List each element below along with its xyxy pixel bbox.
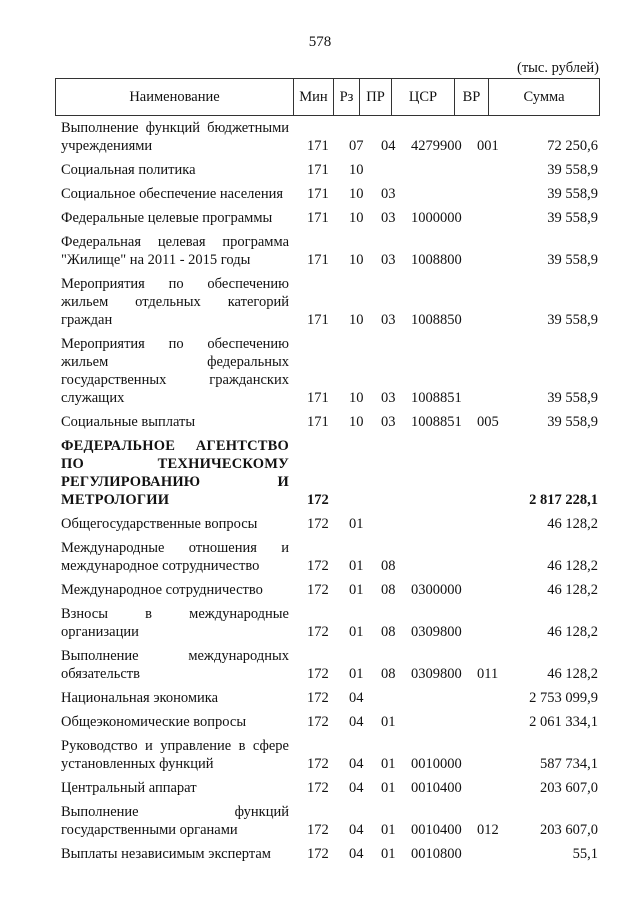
row-rz: 04 <box>349 846 364 862</box>
row-sum: 39 558,9 <box>547 210 598 226</box>
row-pr: 08 <box>381 624 396 640</box>
row-name: Международное сотрудничество <box>61 582 263 598</box>
row-sum: 46 128,2 <box>547 582 598 598</box>
row-rz: 10 <box>349 312 364 328</box>
row-rz: 10 <box>349 162 364 178</box>
table-row <box>55 713 600 731</box>
row-rz: 04 <box>349 822 364 838</box>
table-row <box>55 581 600 599</box>
table-body <box>55 119 600 869</box>
row-pr: 08 <box>381 582 396 598</box>
row-min: 172 <box>307 822 329 838</box>
row-pr: 03 <box>381 414 396 430</box>
row-rz: 10 <box>349 186 364 202</box>
row-sum: 46 128,2 <box>547 558 598 574</box>
header-name: Наименование <box>56 79 294 115</box>
row-csr: 4279900 <box>411 138 462 154</box>
row-sum: 39 558,9 <box>547 312 598 328</box>
row-sum: 72 250,6 <box>547 138 598 154</box>
row-pr: 03 <box>381 252 396 268</box>
row-pr: 01 <box>381 714 396 730</box>
row-pr: 04 <box>381 138 396 154</box>
row-min: 171 <box>307 138 329 154</box>
row-csr: 0010800 <box>411 846 462 862</box>
row-name: Социальное обеспечение населения <box>61 186 284 202</box>
table-row <box>55 209 600 227</box>
units-label: (тыс. рублей) <box>517 60 599 76</box>
row-name: Выплаты независимым экспертам <box>61 846 271 862</box>
row-pr: 01 <box>381 822 396 838</box>
row-sum: 39 558,9 <box>547 186 598 202</box>
row-min: 172 <box>307 558 329 574</box>
page-number: 578 <box>308 34 332 50</box>
row-min: 172 <box>307 516 329 532</box>
row-min: 171 <box>307 186 329 202</box>
row-pr: 01 <box>381 780 396 796</box>
row-min: 172 <box>307 582 329 598</box>
row-sum: 39 558,9 <box>547 162 598 178</box>
row-rz: 01 <box>349 558 364 574</box>
row-name: Федеральная целевая программа "Жилище" на 2011 - 2015 годы <box>61 234 289 268</box>
row-csr: 1008851 <box>411 390 462 406</box>
row-rz: 04 <box>349 714 364 730</box>
row-name: Руководство и управление в сфере установленных функций <box>61 738 289 772</box>
row-rz: 10 <box>349 390 364 406</box>
row-sum: 46 128,2 <box>547 666 598 682</box>
header-pr: ПР <box>360 79 392 115</box>
table-row <box>55 845 600 863</box>
row-csr: 0010400 <box>411 780 462 796</box>
row-rz: 10 <box>349 414 364 430</box>
header-csr: ЦСР <box>392 79 455 115</box>
table-row <box>55 779 600 797</box>
row-name: Центральный аппарат <box>61 780 197 796</box>
row-min: 172 <box>307 690 329 706</box>
table-row <box>55 605 600 641</box>
row-vr: 012 <box>477 822 499 838</box>
row-csr: 0010000 <box>411 756 462 772</box>
row-name: Федеральные целевые программы <box>61 210 273 226</box>
row-min: 172 <box>307 624 329 640</box>
row-csr: 1000000 <box>411 210 462 226</box>
row-name: Общегосударственные вопросы <box>61 516 258 532</box>
row-name: Выполнение функций государственными органами <box>61 804 289 838</box>
row-rz: 07 <box>349 138 364 154</box>
row-vr: 005 <box>477 414 499 430</box>
row-min: 171 <box>307 390 329 406</box>
row-min: 172 <box>307 780 329 796</box>
table-row <box>55 737 600 773</box>
row-name: Социальные выплаты <box>61 414 196 430</box>
row-name: Выполнение функций бюджетными учреждениями <box>61 120 289 154</box>
row-name: Национальная экономика <box>61 690 219 706</box>
row-min: 172 <box>307 846 329 862</box>
row-rz: 01 <box>349 516 364 532</box>
table-row <box>55 161 600 179</box>
row-csr: 1008851 <box>411 414 462 430</box>
row-name: Международные отношения и международное сотрудничество <box>61 540 289 574</box>
row-csr: 1008850 <box>411 312 462 328</box>
header-vr: ВР <box>455 79 489 115</box>
row-sum: 587 734,1 <box>540 756 598 772</box>
row-name: Общеэкономические вопросы <box>61 714 247 730</box>
table-row <box>55 335 600 407</box>
row-min: 172 <box>307 666 329 682</box>
table-row <box>55 413 600 431</box>
row-min: 171 <box>307 162 329 178</box>
table-row <box>55 437 600 509</box>
row-pr: 03 <box>381 390 396 406</box>
row-name: Мероприятия по обеспечению жильем федеральных государственных гражданских служащих <box>61 336 289 406</box>
row-csr: 0300000 <box>411 582 462 598</box>
header-min: Мин <box>294 79 334 115</box>
table-row <box>55 185 600 203</box>
row-sum: 39 558,9 <box>547 414 598 430</box>
row-sum: 46 128,2 <box>547 516 598 532</box>
row-pr: 01 <box>381 846 396 862</box>
row-sum: 2 817 228,1 <box>529 492 598 508</box>
table-row <box>55 539 600 575</box>
row-csr: 1008800 <box>411 252 462 268</box>
table-row <box>55 119 600 155</box>
row-sum: 2 753 099,9 <box>529 690 598 706</box>
row-rz: 01 <box>349 582 364 598</box>
row-sum: 39 558,9 <box>547 252 598 268</box>
row-rz: 04 <box>349 690 364 706</box>
table-row <box>55 515 600 533</box>
row-vr: 001 <box>477 138 499 154</box>
row-sum: 55,1 <box>572 846 598 862</box>
table-row <box>55 647 600 683</box>
row-min: 171 <box>307 414 329 430</box>
row-rz: 04 <box>349 756 364 772</box>
row-pr: 08 <box>381 558 396 574</box>
row-name: Мероприятия по обеспечению жильем отдельных категорий граждан <box>61 276 289 328</box>
row-name: ФЕДЕРАЛЬНОЕ АГЕНТСТВО ПО ТЕХНИЧЕСКОМУ РЕГУЛИРОВАНИЮ И МЕТРОЛОГИИ <box>61 438 289 508</box>
row-name: Выполнение международных обязательств <box>61 648 289 682</box>
row-rz: 10 <box>349 210 364 226</box>
row-min: 172 <box>307 714 329 730</box>
row-vr: 011 <box>477 666 499 682</box>
table-header <box>55 78 600 116</box>
row-csr: 0309800 <box>411 666 462 682</box>
row-rz: 04 <box>349 780 364 796</box>
table-row <box>55 689 600 707</box>
row-name: Взносы в международные организации <box>61 606 289 640</box>
row-min: 172 <box>307 492 329 508</box>
row-pr: 08 <box>381 666 396 682</box>
table-row <box>55 275 600 329</box>
row-sum: 2 061 334,1 <box>529 714 598 730</box>
row-min: 171 <box>307 252 329 268</box>
row-min: 171 <box>307 312 329 328</box>
header-rz: Рз <box>334 79 360 115</box>
row-rz: 10 <box>349 252 364 268</box>
row-csr: 0010400 <box>411 822 462 838</box>
row-sum: 203 607,0 <box>540 780 598 796</box>
row-min: 171 <box>307 210 329 226</box>
row-rz: 01 <box>349 666 364 682</box>
header-sum: Сумма <box>523 88 565 105</box>
row-sum: 203 607,0 <box>540 822 598 838</box>
row-rz: 01 <box>349 624 364 640</box>
row-pr: 03 <box>381 312 396 328</box>
row-pr: 01 <box>381 756 396 772</box>
row-name: Социальная политика <box>61 162 196 178</box>
row-sum: 39 558,9 <box>547 390 598 406</box>
table-row <box>55 233 600 269</box>
table-row <box>55 803 600 839</box>
row-min: 172 <box>307 756 329 772</box>
row-pr: 03 <box>381 186 396 202</box>
row-pr: 03 <box>381 210 396 226</box>
row-sum: 46 128,2 <box>547 624 598 640</box>
row-csr: 0309800 <box>411 624 462 640</box>
